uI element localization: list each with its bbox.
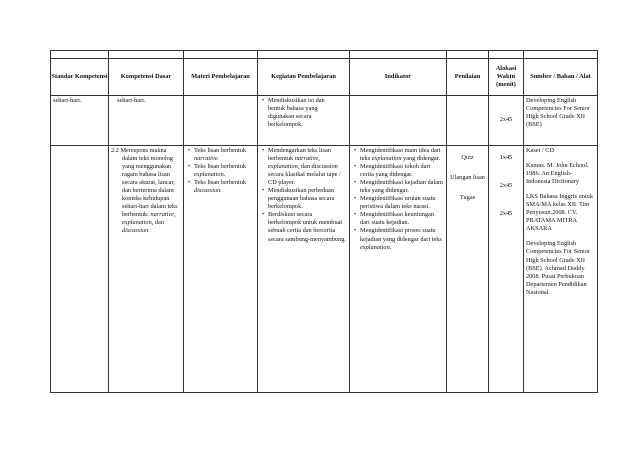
list-item: • Mendengarkan teks lisan berbentuk narrative, explanation, dan discussion secara klasikal melalui tape / CD player. bbox=[268, 147, 347, 187]
list-item: • Mengidentifikasi keuntungan dari suatu kejadian. bbox=[360, 211, 444, 227]
indikator-list bbox=[352, 147, 444, 252]
header-penilaian: Penilaian bbox=[447, 59, 489, 96]
table-row bbox=[51, 96, 598, 146]
list-item: • Mendiskusikan isi dan bentuk bahasa yang digunakan secara berkelompok. bbox=[268, 97, 347, 129]
list-item: • Mengidentifikasi main idea dari teks explanation yang didengar. bbox=[360, 147, 444, 163]
list-item: • Mengidentifikasi kejadian dalam teks yang didengar. bbox=[360, 179, 444, 195]
list-item: • Mengidentifikasi tokoh dari cerita yang didengar. bbox=[360, 163, 444, 179]
kegiatan-list bbox=[260, 97, 347, 129]
cell-alokasi: 2x45 bbox=[499, 116, 513, 123]
cell-kompetensi-dasar: sehari-hari. bbox=[117, 97, 146, 104]
list-item: • Berdiskusi secara berkelompok untuk membuat sebuah cerita dan bercerita secara sambung-menyambung. bbox=[268, 211, 347, 243]
cell-kompetensi-dasar: 2.2 Merespons makna dalam teks monolog yang menggunakan ragam bahasa lisan secara akurat, lancar, dan berterima dalam konteks kehidupan sehari-hari dalam teks berbentuk: narrative, explanation, dan discussion. bbox=[111, 147, 178, 235]
header-sumber: Sumber / Bahan / Alat bbox=[524, 59, 598, 96]
header-materi: Materi Pembelajaran bbox=[184, 59, 258, 96]
table-row bbox=[51, 146, 598, 393]
cell-sumber: Developing English Competencies For Senior High School Grade XII (BSE) bbox=[526, 97, 591, 129]
cell-alokasi: 1x45 2x45 2x45 bbox=[499, 154, 513, 218]
list-item: • Mengidentifikasi proses suatu kejadian yang didengar dari teks explanation. bbox=[360, 227, 444, 251]
header-kompetensi-dasar: Kompetensi Dasar bbox=[109, 59, 184, 96]
list-item: • Teks lisan berbentuk discussion. bbox=[194, 179, 255, 195]
header-alokasi: Alokasi Waktu (menit) bbox=[489, 59, 524, 96]
blank-row bbox=[51, 51, 598, 59]
header-kegiatan: Kegiatan Pembelajaran bbox=[258, 59, 350, 96]
cell-standar: sehari-hari. bbox=[53, 97, 82, 104]
syllabus-table bbox=[50, 50, 598, 393]
kegiatan-list bbox=[260, 147, 347, 244]
materi-list bbox=[186, 147, 255, 195]
cell-penilaian: Quiz Ulangan lisan Tugas bbox=[450, 154, 485, 202]
list-item: • Teks lisan berbentuk narrative. bbox=[194, 147, 255, 163]
header-row bbox=[51, 59, 598, 96]
header-standar: Standar Kompetensi bbox=[51, 59, 109, 96]
list-item: • Mengidentifikasi urutan suatu peristiwa dalam teks narasi. bbox=[360, 195, 444, 211]
list-item: • Teks lisan berbentuk explanation. bbox=[194, 163, 255, 179]
list-item: • Mendiskusikan perbedaan penggunaan bahasa secara berkelompok. bbox=[268, 187, 347, 211]
cell-sumber: Kaset / CD Kamus. M. John Echool. 1986. An English- Indonesia Dictionary LKS Bahasa Inggris untuk SMA/MA kelas XII. Tim Penyusun.2008. CV. PRATAMA MITRA AKSARA Developing English Competencies For Senior High School Grade XII (BSE). Achmad Doddy 2008. Pusat Perbukuan Departemen Pendidikan Nasional. bbox=[526, 147, 593, 296]
header-indikator: Indikator bbox=[350, 59, 447, 96]
